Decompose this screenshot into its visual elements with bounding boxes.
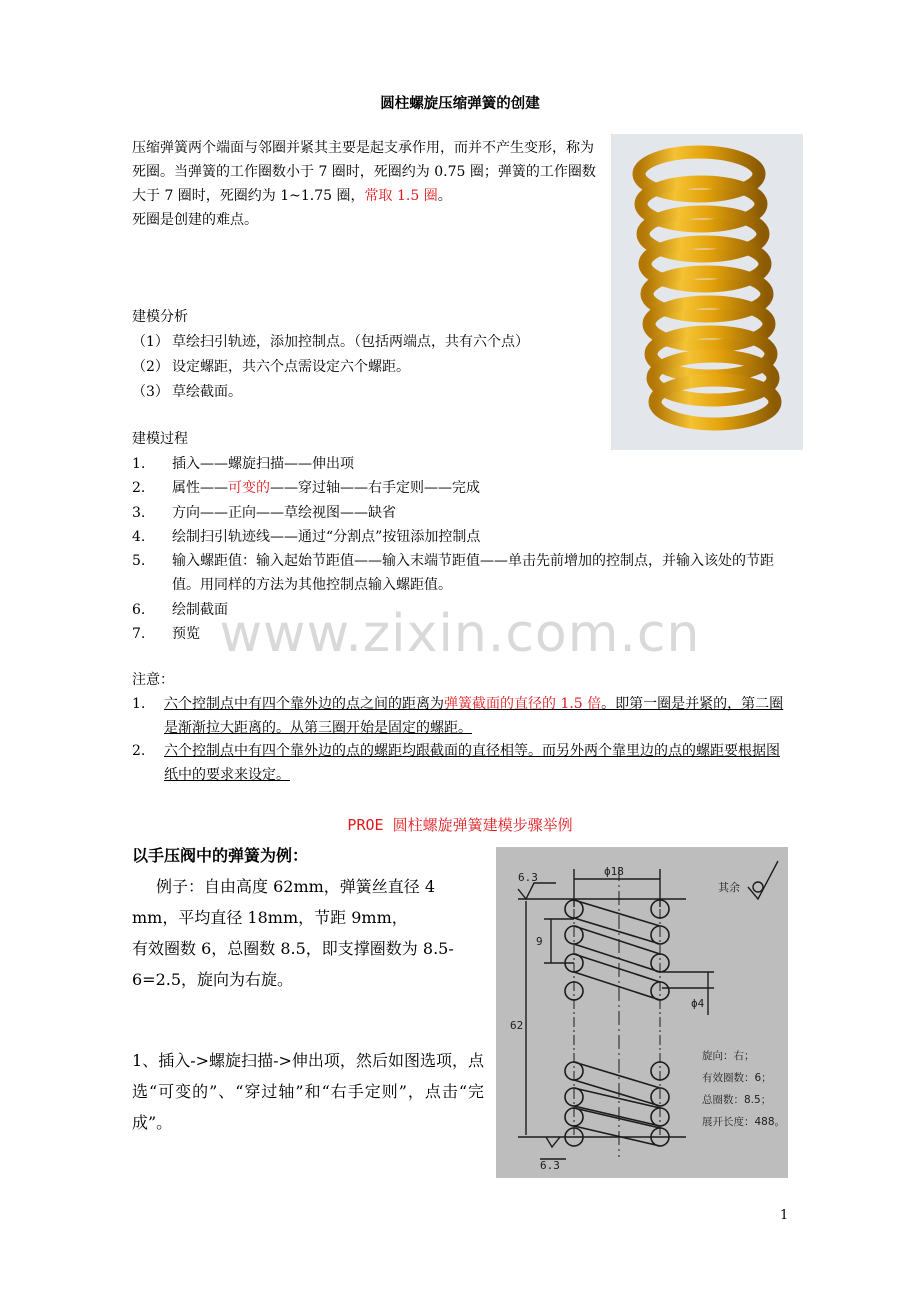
step-1	[132, 452, 792, 476]
analysis-text-3: 草绘截面。	[172, 384, 242, 400]
note-1-text-b: 。即第一圈是并紧的，第二圈是渐渐拉大距离的。从第三圈开始是固定的螺距。	[164, 696, 784, 736]
step-3-text: 方向——正向——草绘视图——缺省	[172, 504, 396, 521]
intro-text-red: 常取 1.5 圈	[364, 188, 438, 204]
page-number: 1	[780, 1208, 789, 1223]
note-1	[132, 693, 792, 740]
drawing-rest: 其余	[718, 881, 740, 894]
step-7-text: 预览	[172, 626, 200, 643]
analysis-text-2: 设定螺距，共六个点需设定六个螺距。	[172, 359, 410, 375]
analysis-item-2	[132, 355, 410, 379]
drawing-spec-3: 总圈数：8.5；	[702, 1094, 772, 1106]
analysis-heading: 建模分析	[132, 309, 188, 325]
drawing-spec-1: 旋向：右；	[702, 1050, 755, 1062]
step-6-num: 6.	[132, 601, 146, 618]
note-2	[132, 740, 792, 787]
spring-drawing-image	[496, 847, 788, 1178]
step-7-num: 7.	[132, 626, 146, 643]
drawing-rough-top: 6.3	[518, 871, 538, 884]
step-4	[132, 525, 792, 549]
note-1-text-red: 弹簧截面的直径的 1.5 倍	[444, 696, 602, 712]
analysis-num-1: （1）	[132, 334, 169, 350]
note-1-num: 1.	[132, 696, 146, 712]
analysis-item-1	[132, 330, 529, 354]
example-step1: 1、插入->螺旋扫描->伸出项，然后如图选项，点选“可变的”、“穿过轴”和“右手定则”，点击“完成”。	[132, 1051, 484, 1132]
intro-text-b: 。	[437, 188, 452, 204]
step-2-text-red: 可变的	[228, 480, 270, 497]
step-1-num: 1.	[132, 456, 146, 472]
step-4-text: 绘制扫引轨迹线——通过“分割点”按钮添加控制点	[172, 528, 481, 545]
note-2-num: 2.	[132, 743, 146, 759]
step-2-num: 2.	[132, 480, 146, 497]
step-3-num: 3.	[132, 504, 146, 521]
drawing-spec-4: 展开长度：488。	[702, 1116, 786, 1128]
spring-3d-graphic	[611, 134, 803, 450]
document-title: 圆柱螺旋压缩弹簧的创建	[380, 96, 540, 112]
drawing-spec-2: 有效圈数：6；	[702, 1072, 772, 1084]
step-2-text-a: 属性——	[172, 480, 228, 497]
analysis-item-3	[132, 380, 242, 404]
watermark: www.zixin.com.cn	[219, 604, 701, 664]
drawing-pitch: 9	[536, 935, 543, 948]
step-6-text: 绘制截面	[172, 601, 228, 618]
example-subheading: 以手压阀中的弹簧为例：	[132, 846, 309, 865]
intro-text-a: 压缩弹簧两个端面与邻圈并紧其主要是起支承作用，而并不产生变形，称为死圈。当弹簧的工作圈数小于 7 圈时，死圈约为 0.75 圈；弹簧的工作圈数大于 7 圈时，死圈约为 1~1.75 圈，	[132, 140, 596, 204]
spring-drawing-graphic	[496, 847, 788, 1178]
intro-paragraph	[132, 136, 600, 232]
drawing-wire: ϕ4	[691, 997, 705, 1010]
notes-heading: 注意：	[132, 672, 174, 688]
notes-list	[132, 693, 792, 787]
note-2-text: 六个控制点中有四个靠外边的点的螺距均跟截面的直径相等。而另外两个靠里边的点的螺距要根据图纸中的要求来设定。	[164, 743, 780, 783]
drawing-rough-bottom: 6.3	[540, 1159, 560, 1172]
step-1-text: 插入——螺旋扫描——伸出项	[172, 456, 354, 472]
example-p1: 例子：自由高度 62mm，弹簧丝直径 4 mm，平均直径 18mm，节距 9mm，	[132, 877, 436, 927]
step-5	[132, 549, 792, 598]
note-1-text-a: 六个控制点中有四个靠外边的点之间的距离为	[164, 696, 444, 712]
example-text	[132, 871, 484, 995]
step-4-num: 4.	[132, 528, 146, 545]
step-5-num: 5.	[132, 553, 146, 570]
step-2-text-b: ——穿过轴——右手定则——完成	[270, 480, 480, 497]
analysis-text-1: 草绘扫引轨迹，添加控制点。（包括两端点，共有六个点）	[172, 334, 529, 350]
spring-3d-image	[611, 134, 803, 450]
step-5-text: 输入螺距值：输入起始节距值——输入末端节距值——单击先前增加的控制点，并输入该处的节距值。用同样的方法为其他控制点输入螺距值。	[172, 553, 774, 594]
step-3	[132, 501, 792, 525]
step-2	[132, 476, 792, 500]
example-heading: PROE 圆柱螺旋弹簧建模步骤举例	[347, 816, 573, 834]
drawing-height: 62	[510, 1019, 524, 1032]
intro-text-2: 死圈是创建的难点。	[132, 212, 258, 228]
analysis-num-2: （2）	[132, 359, 169, 375]
drawing-diameter: ϕ18	[604, 865, 624, 878]
process-heading: 建模过程	[132, 431, 188, 447]
example-p2: 有效圈数 6，总圈数 8.5，即支撑圈数为 8.5-6=2.5，旋向为右旋。	[132, 939, 454, 989]
analysis-num-3: （3）	[132, 384, 169, 400]
